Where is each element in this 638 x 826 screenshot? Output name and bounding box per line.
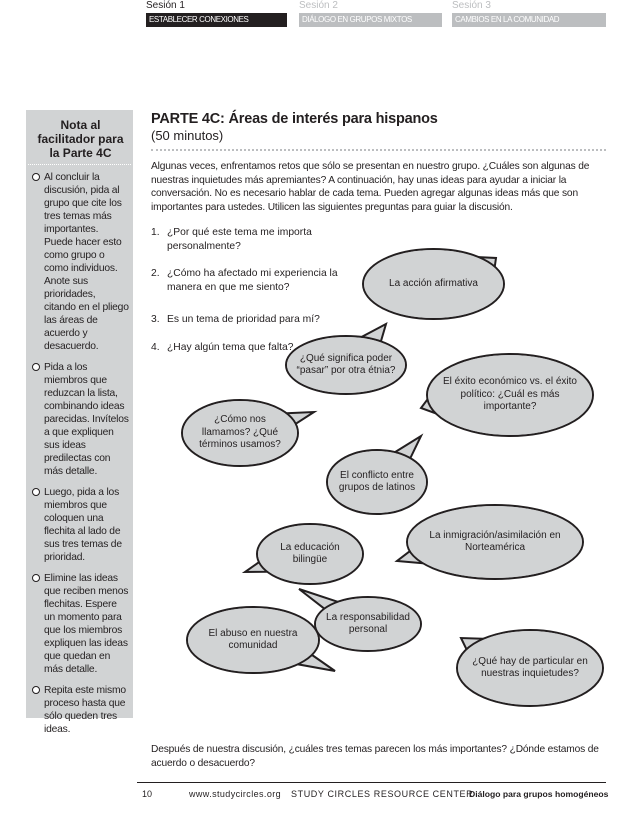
session-3-label: Sesión 3 xyxy=(452,0,491,11)
intro-paragraph: Algunas veces, enfrentamos retos que sólo se presentan en nuestro grupo. ¿Cuáles son algunas de nuestras inquietudes más apremiantes? A continuación, hay unas ideas para ayudar a iniciar la conversación. No es necesario hablar de cada tema. Pueden agregar algunas ideas más que son importantes para ustedes. Utilicen las siguientes preguntas para guiar la discusión. xyxy=(151,161,590,213)
bubble-text: La educación bilingüe xyxy=(280,541,340,565)
speech-bubble xyxy=(455,628,605,708)
facilitator-note-title: Nota al facilitador para la Parte 4C xyxy=(37,118,124,160)
discussion-question: 1. ¿Por qué este tema me importa personalmente? xyxy=(151,227,312,252)
bubble-text: El éxito económico vs. el éxito político: ¿Cuál es más importante? xyxy=(443,376,577,413)
speech-bubble xyxy=(405,503,585,581)
session-3-title: CAMBIOS EN LA COMUNIDAD xyxy=(452,13,606,27)
bubble-text: La acción afirmativa xyxy=(389,277,478,289)
circle-bullet-icon xyxy=(32,574,40,582)
facilitator-note-sidebar xyxy=(26,110,133,735)
footer-website: www.studycircles.org xyxy=(189,789,282,799)
note-item: Repita este mismo proceso hasta que sólo queden tres ideas. xyxy=(32,684,129,736)
circle-bullet-icon xyxy=(32,363,40,371)
speech-bubble xyxy=(255,522,365,586)
bubble-text: La responsabilidad personal xyxy=(326,611,410,635)
sidebar-divider xyxy=(28,164,131,165)
discussion-question: 3. Es un tema de prioridad para mí? xyxy=(151,314,320,325)
footer-rule xyxy=(137,782,606,783)
speech-bubble xyxy=(185,605,321,675)
circle-bullet-icon xyxy=(32,488,40,496)
section-duration: (50 minutos) xyxy=(151,128,224,143)
bubble-text: ¿Cómo nos llamamos? ¿Qué términos usamos? xyxy=(199,414,281,451)
note-item: Elimine las ideas que reciben menos flechitas. Espere un momento para que los miembros expliquen las ideas que quedan en más detalle. xyxy=(32,572,129,676)
bubble-text: ¿Qué hay de particular en nuestras inquietudes? xyxy=(472,655,588,679)
discussion-question: 2. ¿Cómo ha afectado mi experiencia la manera en que me siento? xyxy=(151,268,338,293)
speech-bubble xyxy=(425,352,595,438)
speech-bubble xyxy=(284,334,408,396)
closing-paragraph: Después de nuestra discusión, ¿cuáles tres temas parecen los más importantes? ¿Dónde estamos de acuerdo o desacuerdo? xyxy=(151,744,599,769)
session-1-label: Sesión 1 xyxy=(146,0,185,11)
session-2-label: Sesión 2 xyxy=(299,0,338,11)
note-item: Pida a los miembros que reduzcan la lista, combinando ideas parecidas. Invítelos a que expliquen sus ideas predilectas con más detalle. xyxy=(32,361,129,478)
bubble-text: ¿Qué significa poder “pasar” por otra étnia? xyxy=(296,352,396,376)
footer-guide-title: Diálogo para grupos homogéneos xyxy=(469,789,609,799)
bubble-text: El conflicto entre grupos de latinos xyxy=(338,469,416,493)
discussion-question: 4. ¿Hay algún tema que falta? xyxy=(151,342,294,353)
section-heading: PARTE 4C: Áreas de interés para hispanos xyxy=(151,111,438,127)
speech-bubble xyxy=(180,398,300,468)
note-item: Luego, pida a los miembros que coloquen una flechita al lado de sus tres temas de prioridad. xyxy=(32,486,129,564)
session-2-title: DIÁLOGO EN GRUPOS MIXTOS xyxy=(299,13,442,27)
circle-bullet-icon xyxy=(32,173,40,181)
bubble-text: La inmigración/asimilación en Norteamérica xyxy=(429,529,561,553)
speech-bubble xyxy=(361,247,506,321)
footer-organization: STUDY CIRCLES RESOURCE CENTER xyxy=(291,789,474,799)
bubble-text: El abuso en nuestra comunidad xyxy=(208,627,298,651)
session-1-title: ESTABLECER CONEXIONES xyxy=(146,13,287,27)
dotted-divider xyxy=(151,149,606,151)
speech-bubble xyxy=(313,595,423,653)
page-number: 10 xyxy=(142,789,153,799)
circle-bullet-icon xyxy=(32,686,40,694)
note-item: Al concluir la discusión, pida al grupo que cite los tres temas más importantes. Puede hacer esto como grupo o como individuos. Anote sus prioridades, citando en el pliego las áreas de acuerdo y desacuerdo. xyxy=(32,171,129,353)
